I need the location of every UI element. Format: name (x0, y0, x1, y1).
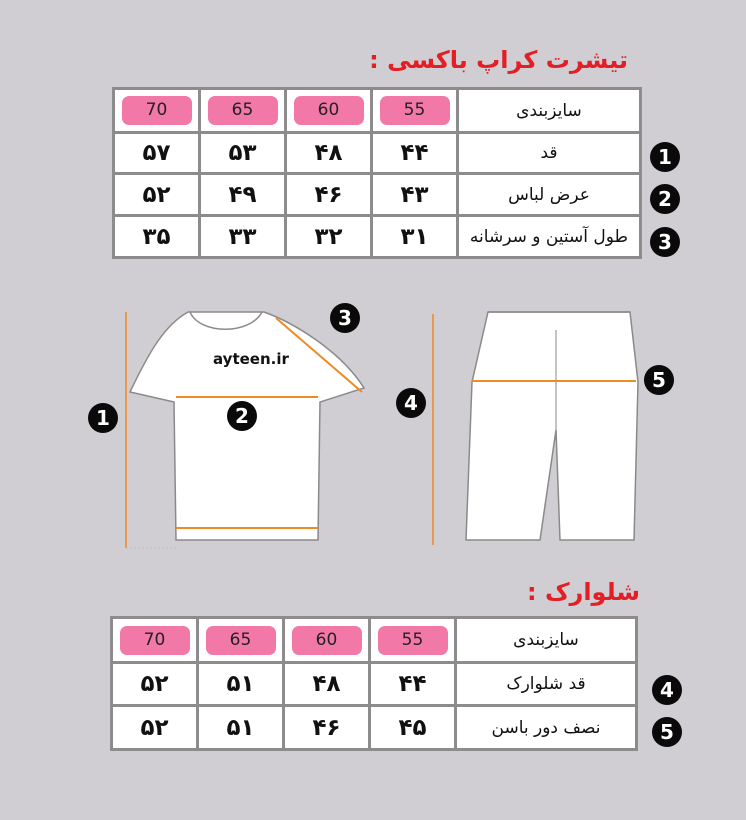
value-cell: ۵۳ (200, 133, 286, 174)
row-number-badge: 4 (652, 675, 682, 705)
row-number-badge: 5 (652, 717, 682, 747)
row-label: نصف دور باسن (456, 706, 637, 750)
marker-1-badge: 1 (88, 403, 118, 433)
value-cell: ۳۳ (200, 216, 286, 258)
value-cell: ۴۹ (200, 174, 286, 216)
value-cell: ۳۱ (372, 216, 458, 258)
value-cell: ۴۶ (284, 706, 370, 750)
size-badge: 70 (120, 626, 190, 655)
size-cell (370, 618, 456, 663)
size-cell (284, 618, 370, 663)
size-badge: 65 (208, 96, 278, 125)
row-label: طول آستین و سرشانه (458, 216, 641, 258)
value-cell: ۴۳ (372, 174, 458, 216)
table-row (112, 706, 637, 750)
row-label: عرض لباس (458, 174, 641, 216)
value-cell: ۴۵ (370, 706, 456, 750)
value-cell: ۴۸ (284, 663, 370, 706)
value-cell: ۵۲ (112, 706, 198, 750)
shorts-outline (466, 312, 638, 540)
value-cell: ۵۲ (112, 663, 198, 706)
value-cell: ۴۴ (370, 663, 456, 706)
value-cell: ۳۵ (114, 216, 200, 258)
value-cell: ۴۸ (286, 133, 372, 174)
table-row (112, 663, 637, 706)
size-badge: 55 (378, 626, 448, 655)
value-cell: ۵۱ (198, 663, 284, 706)
size-cell (112, 618, 198, 663)
value-cell: ۴۶ (286, 174, 372, 216)
marker-2-badge: 2 (227, 401, 257, 431)
size-badge: 60 (294, 96, 364, 125)
marker-5-badge: 5 (644, 365, 674, 395)
brand-text: ayteen.ir (213, 350, 289, 368)
value-cell: ۵۱ (198, 706, 284, 750)
value-cell: ۴۴ (372, 133, 458, 174)
shorts-size-table (110, 616, 638, 751)
value-cell: ۵۷ (114, 133, 200, 174)
marker-4-badge: 4 (396, 388, 426, 418)
value-cell: ۳۲ (286, 216, 372, 258)
row-label: قد شلوارک (456, 663, 637, 706)
row-number-badge: 1 (650, 142, 680, 172)
value-cell: ۵۲ (114, 174, 200, 216)
tshirt-title: تیشرت کراپ باکسی : (369, 46, 628, 74)
size-badge: 70 (122, 96, 192, 125)
size-badge: 65 (206, 626, 276, 655)
marker-3-badge: 3 (330, 303, 360, 333)
row-number-badge: 3 (650, 227, 680, 257)
row-number-badge: 2 (650, 184, 680, 214)
shorts-title: شلوارک : (526, 578, 640, 606)
size-badge: 60 (292, 626, 362, 655)
header-label: سایزبندی (456, 618, 637, 663)
size-cell (198, 618, 284, 663)
size-badge: 55 (380, 96, 450, 125)
row-label: قد (458, 133, 641, 174)
table-row (112, 618, 637, 663)
header-label: سایزبندی (458, 89, 641, 133)
